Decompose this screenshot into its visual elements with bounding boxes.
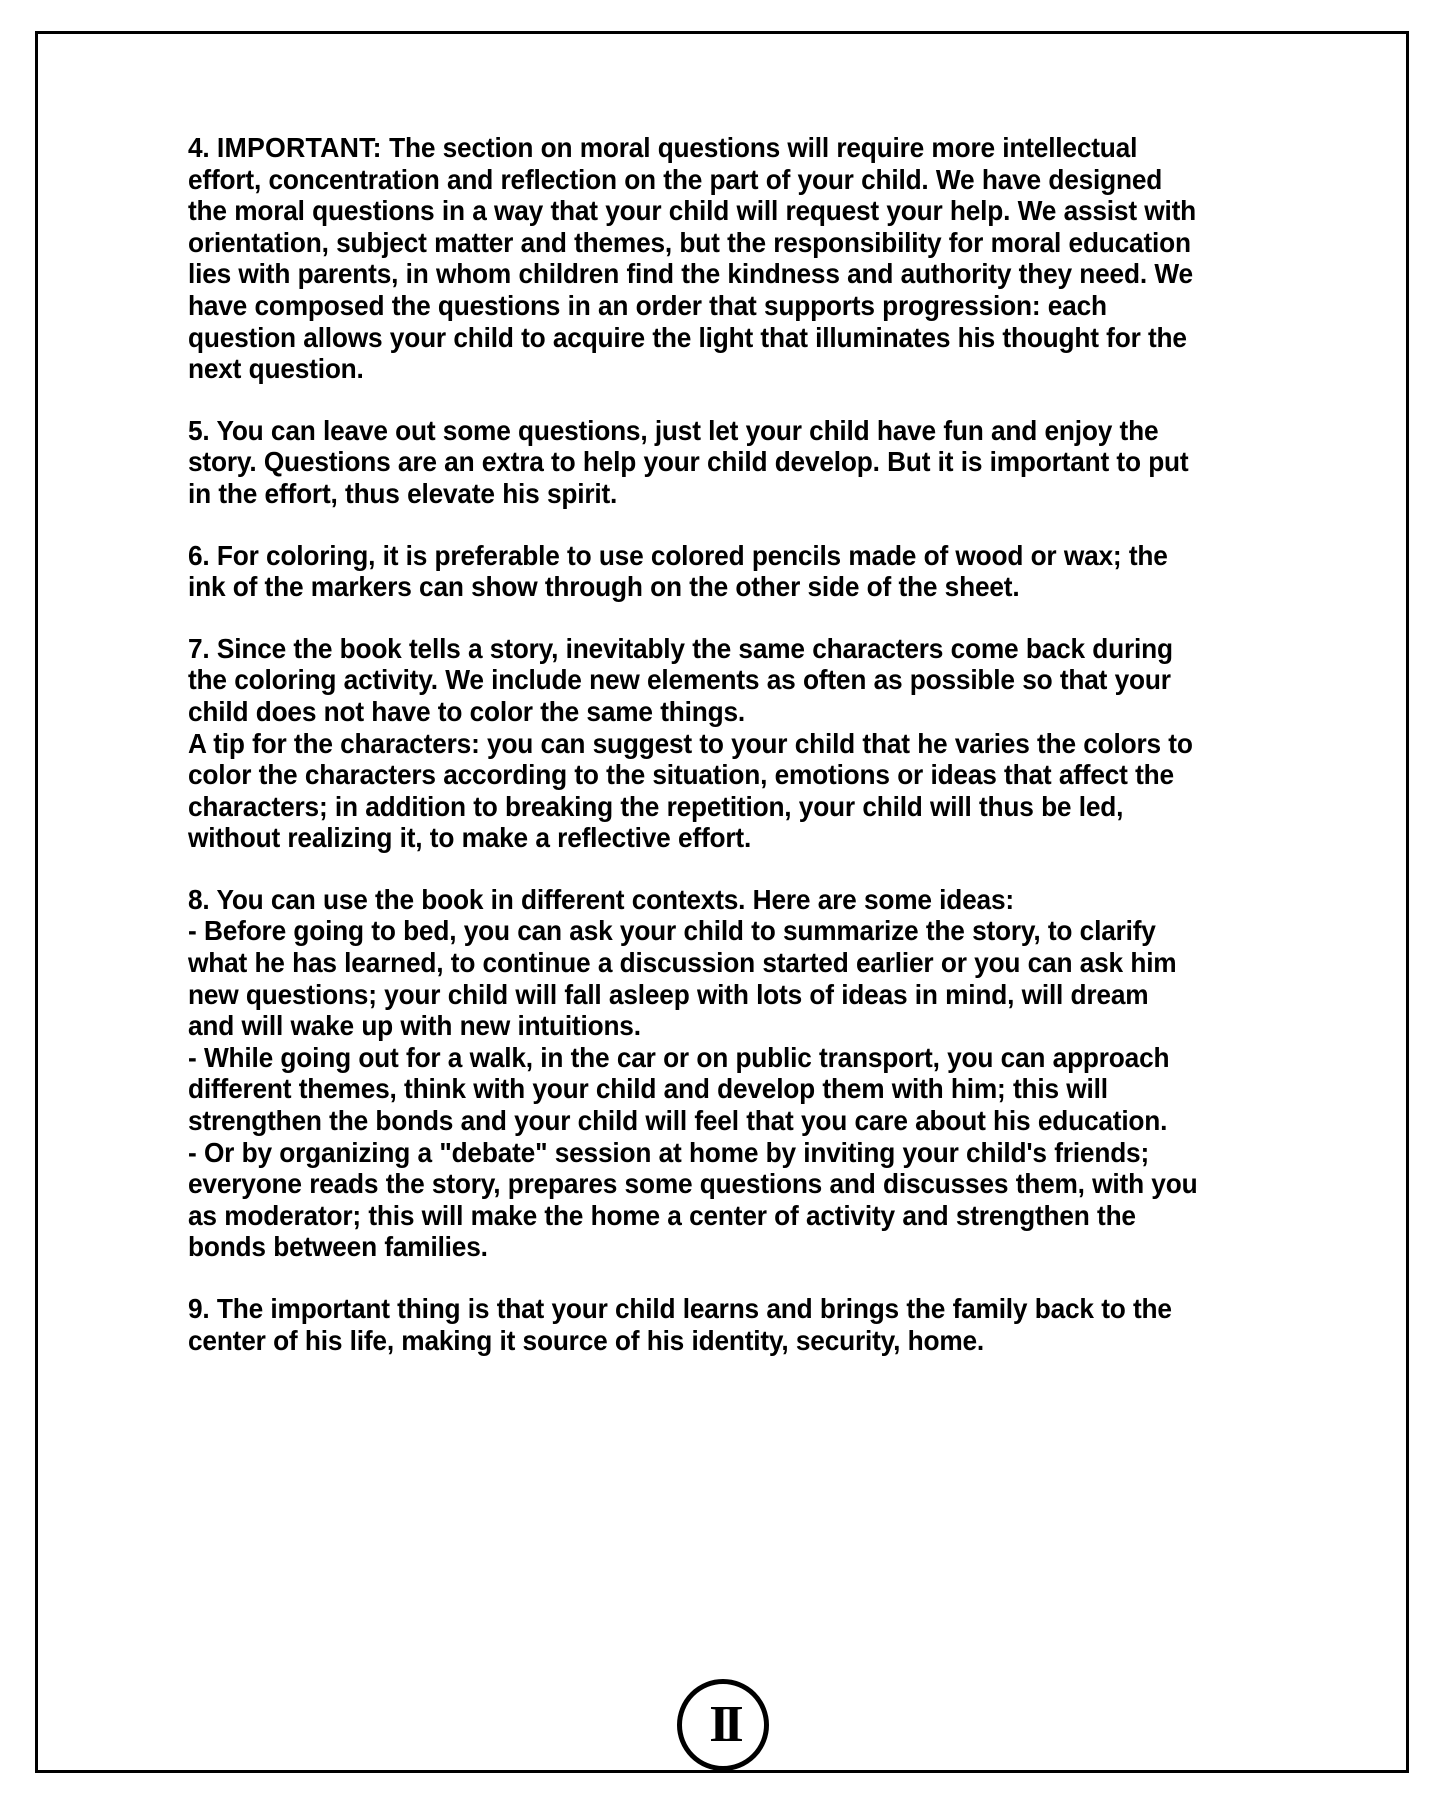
footer-emblem bbox=[677, 1679, 769, 1771]
item-4-text: The section on moral questions will require more intellectual effort, concentration and reflection on the part of your child. We have designed the moral questions in a way that your child will request your help. We assist with orientation, subject matter and themes, but the responsibility for moral education lies with parents, in whom children find the kindness and authority they need. We have composed the questions in an order that supports progression: each question allows your child to acquire the light that illuminates his thought for the next question. bbox=[188, 132, 1197, 385]
paragraph-item-8-bullet-3: - Or by organizing a "debate" session at home by inviting your child's friends; everyone reads the story, prepares some questions and discusses them, with you as moderator; this will make the home a center of activity and strengthen the bonds between families. bbox=[188, 1136, 1198, 1263]
paragraph-item-8-bullet-1: - Before going to bed, you can ask your child to summarize the story, to clarify what he has learned, to continue a discussion started earlier or you can ask him new questions; your child will fall asleep with lots of ideas in mind, will dream and will wake up with new intuitions. bbox=[188, 915, 1177, 1042]
paragraph-item-5: 5. You can leave out some questions, just let your child have fun and enjoy the story. Questions are an extra to help your child develop. But it is important to put in the effort, thus elevate his spirit. bbox=[188, 414, 1189, 509]
paragraph-item-4 bbox=[188, 132, 1200, 385]
paragraph-item-9: 9. The important thing is that your child learns and brings the family back to the center of his life, making it source of his identity, security, home. bbox=[188, 1293, 1172, 1356]
page-content bbox=[188, 132, 1198, 1356]
item-4-number: 4. bbox=[188, 132, 210, 163]
paragraph-item-7: 7. Since the book tells a story, inevitably the same characters come back during the coloring activity. We include new elements as often as possible so that your child does not have to color the same things. bbox=[188, 632, 1173, 727]
paragraph-item-8-intro: 8. You can use the book in different contexts. Here are some ideas: bbox=[188, 883, 1014, 915]
paragraph-item-6: 6. For coloring, it is preferable to use colored pencils made of wood or wax; the ink of the markers can show through on the other side of the sheet. bbox=[188, 539, 1168, 603]
paragraph-item-7-tip: A tip for the characters: you can suggest to your child that he varies the colors to color the characters according to the situation, emotions or ideas that affect the characters; in addition to breaking the repetition, your child will thus be led, without realizing it, to make a reflective effort. bbox=[188, 727, 1193, 854]
paragraph-item-8-bullet-2: - While going out for a walk, in the car or on public transport, you can approach different themes, think with your child and develop them with him; this will strengthen the bonds and your child will feel that you care about his education. bbox=[188, 1041, 1170, 1137]
important-label: IMPORTANT: bbox=[216, 132, 382, 163]
emblem-monogram: II bbox=[709, 1696, 738, 1753]
